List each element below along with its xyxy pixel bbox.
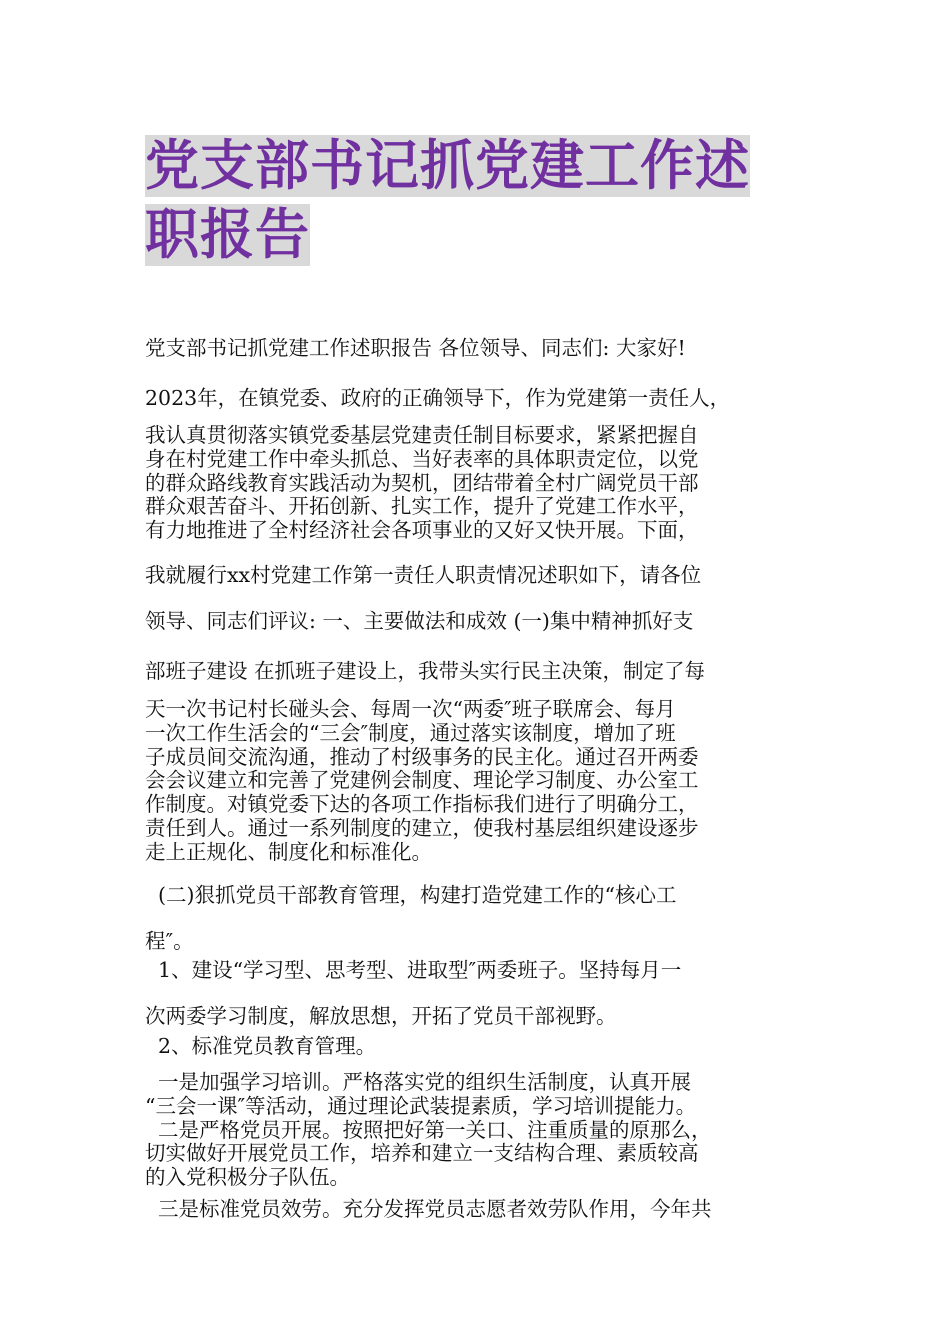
text-line: 2023年，在镇党委、政府的正确领导下，作为党建第一责任人，	[145, 386, 731, 410]
text-line: 我认真贯彻落实镇党委基层党建责任制目标要求，紧紧把握自	[145, 423, 699, 447]
text-line: 1、建设“学习型、思考型、进取型″两委班子。坚持每月一	[145, 958, 682, 982]
document-title-line-2: 职报告	[145, 203, 310, 266]
document-title-line-1: 党支部书记抓党建工作述	[145, 134, 750, 197]
text-line: 的入党积极分子队伍。	[145, 1165, 350, 1190]
paragraph-point-2	[145, 1020, 815, 1072]
text-line: 次两委学习制度，解放思想，开拓了党员干部视野。	[145, 1004, 617, 1028]
paragraph-greeting	[145, 322, 815, 374]
text-line: 走上正规化、制度化和标准化。	[145, 839, 432, 864]
paragraph-responsibility	[145, 424, 815, 543]
paragraph-service	[145, 1183, 815, 1235]
text-line: (二)狠抓党员干部教育管理，构建打造党建工作的“核心工	[145, 883, 677, 907]
text-line: 2、标准党员教育管理。	[145, 1034, 377, 1058]
text-line: 切实做好开展党员工作，培养和建立一支结构合理、素质较高	[145, 1141, 699, 1166]
text-line: 我就履行xx村党建工作第一责任人职责情况述职如下，请各位	[145, 563, 702, 587]
text-line: 一次工作生活会的“三会″制度，通过落实该制度，增加了班	[145, 720, 676, 745]
text-line: 子成员间交流沟通，推动了村级事务的民主化。通过召开两委	[145, 744, 699, 769]
text-line: “三会一课″等活动，通过理论武装提素质，学习培训提能力。	[145, 1093, 697, 1118]
paragraph-education-items	[145, 1071, 815, 1190]
text-line: 的群众路线教育实践活动为契机，团结带着全村广阔党员干部	[145, 470, 699, 495]
text-line: 三是标准党员效劳。充分发挥党员志愿者效劳队作用，今年共	[145, 1197, 712, 1221]
text-line: 领导、同志们评议: 一、主要做法和成效 (一)集中精神抓好支	[145, 609, 694, 633]
text-line: 天一次书记村长碰头会、每周一次“两委″班子联席会、每月	[145, 697, 676, 721]
text-line: 作制度。对镇党委下达的各项工作指标我们进行了明确分工，	[145, 792, 699, 817]
paragraph-team-building	[145, 645, 815, 697]
text-line: 责任到人。通过一系列制度的建立，使我村基层组织建设逐步	[145, 815, 699, 840]
text-line: 二是严格党员开展。按照把好第一关口、注重质量的原那么，	[145, 1117, 712, 1142]
text-line: 身在村党建工作中牵头抓总、当好表率的具体职责定位，以党	[145, 446, 699, 471]
paragraph-meeting-system	[145, 698, 815, 865]
text-line: 会会议建立和完善了党建例会制度、理论学习制度、办公室工	[145, 768, 699, 793]
paragraph-intro	[145, 372, 815, 424]
text-line: 部班子建设 在抓班子建设上，我带头实行民主决策，制定了每	[145, 659, 706, 683]
text-line: 群众艰苦奋斗、开拓创新、扎实工作，提升了党建工作水平，	[145, 494, 699, 519]
text-line: 一是加强学习培训。严格落实党的组织生活制度，认真开展	[145, 1070, 692, 1094]
text-line: 程″。	[145, 929, 194, 953]
text-line: 有力地推进了全村经济社会各项事业的又好又快开展。下面，	[145, 518, 699, 543]
text-line: 党支部书记抓党建工作述职报告 各位领导、同志们: 大家好!	[145, 336, 686, 360]
paragraph-section-1	[145, 595, 815, 647]
paragraph-report-intro	[145, 549, 815, 601]
